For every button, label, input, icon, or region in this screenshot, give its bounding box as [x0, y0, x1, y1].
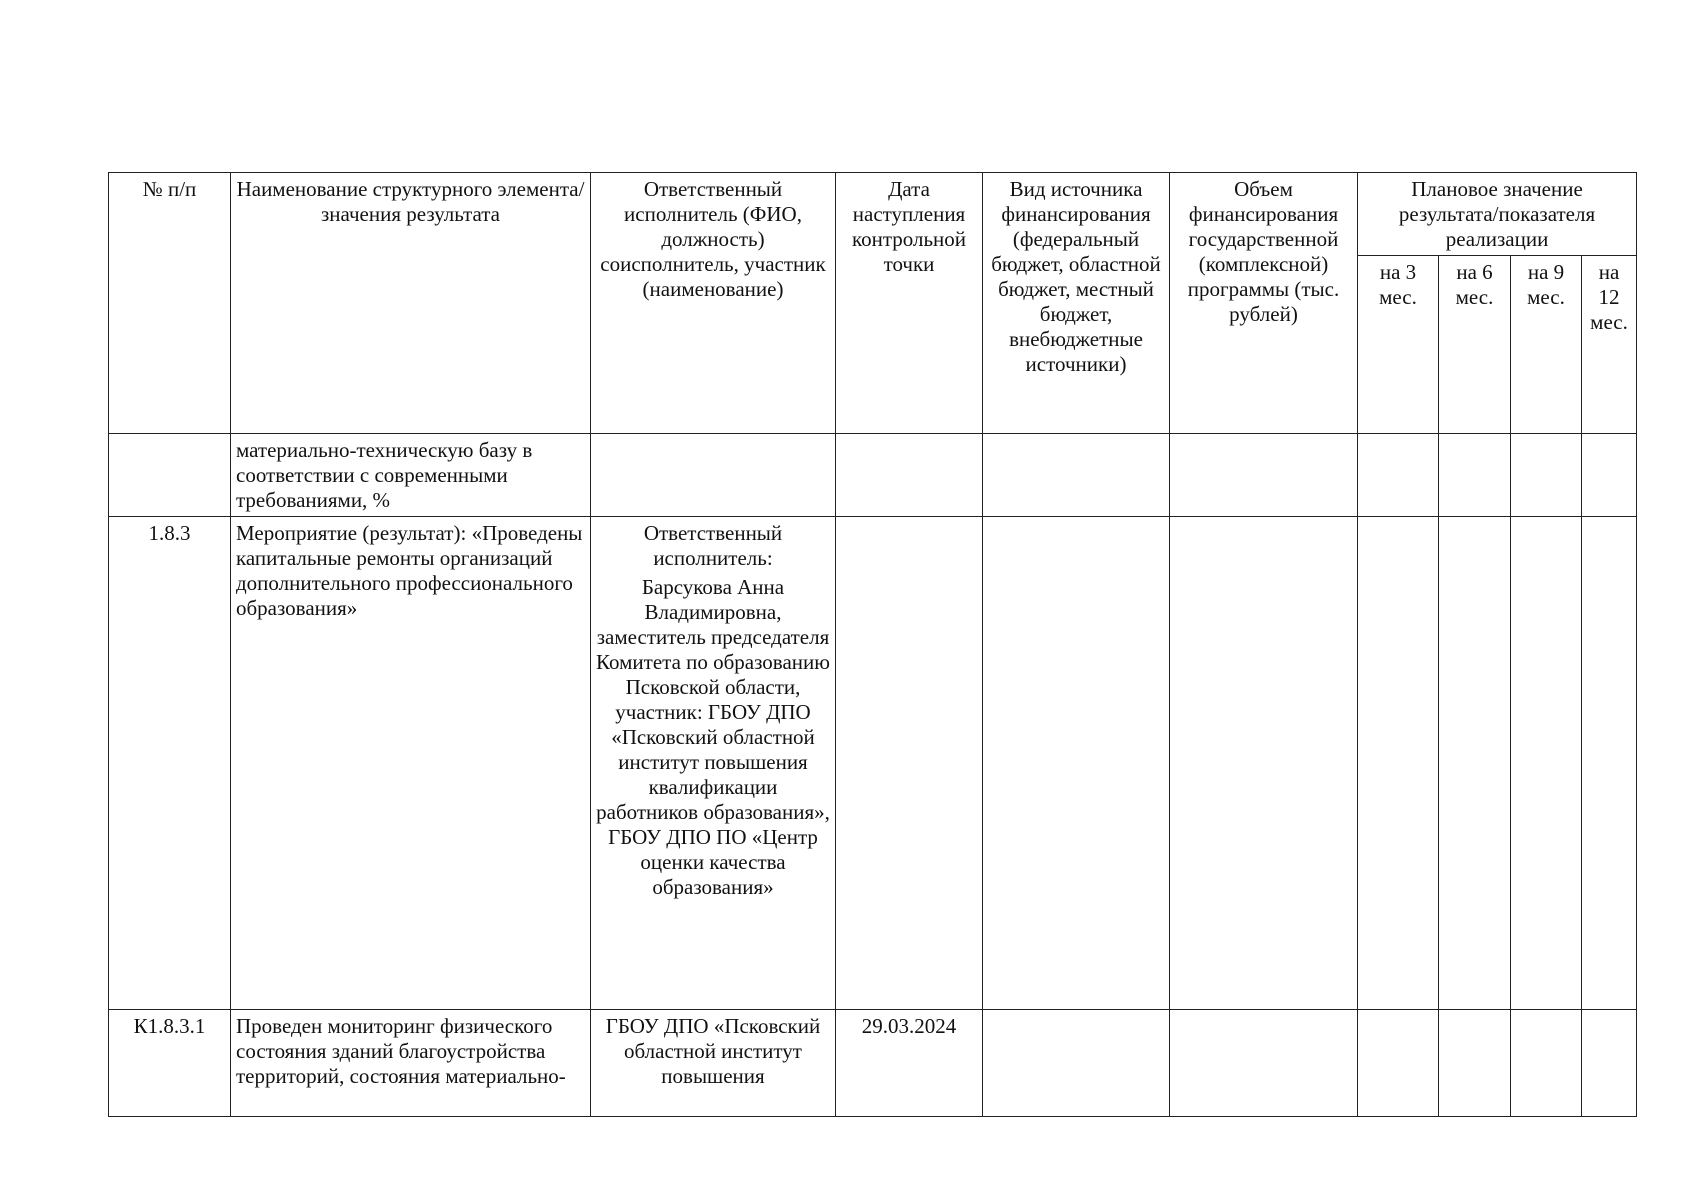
row-responsible: [591, 434, 836, 517]
header-num: № п/п: [109, 173, 231, 434]
row-name: материально-техническую базу в соответствии с современными требованиями, %: [231, 434, 591, 517]
row-volume: [1170, 434, 1358, 517]
header-responsible: Ответственный исполнитель (ФИО, должность) соисполнитель, участник (наименование): [591, 173, 836, 434]
row-source: [983, 434, 1170, 517]
table-row: [109, 434, 1637, 517]
row-date: 29.03.2024: [836, 1010, 983, 1117]
row-date: [836, 434, 983, 517]
row-responsible: [591, 517, 836, 1010]
header-date: Дата наступления контрольной точки: [836, 173, 983, 434]
row-period-9: [1511, 517, 1582, 1010]
row-volume: [1170, 1010, 1358, 1117]
row-responsible-b: Барсукова Анна Владимировна, заместитель председателя Комитета по образованию Псковской области, участник: ГБОУ ДПО «Псковский областной институт повышения квалификации работников образования», ГБОУ ДПО ПО «Центр оценки качества образования»: [596, 575, 830, 899]
table-row: [109, 517, 1637, 1010]
row-period-6: [1439, 517, 1511, 1010]
row-period-12: [1582, 434, 1637, 517]
row-name: Проведен мониторинг физического состояния зданий благоустройства территорий, состояния материально-: [231, 1010, 591, 1117]
header-period-6: на 6 мес.: [1439, 256, 1511, 434]
row-period-9: [1511, 1010, 1582, 1117]
header-period-12: на 12 мес.: [1582, 256, 1637, 434]
header-planned: Плановое значение результата/показателя реализации: [1358, 173, 1637, 256]
row-date: [836, 517, 983, 1010]
row-period-3: [1358, 517, 1439, 1010]
row-period-12: [1582, 517, 1637, 1010]
row-num: 1.8.3: [109, 517, 231, 1010]
row-period-3: [1358, 434, 1439, 517]
row-period-3: [1358, 1010, 1439, 1117]
row-volume: [1170, 517, 1358, 1010]
row-period-6: [1439, 434, 1511, 517]
header-period-3: на 3 мес.: [1358, 256, 1439, 434]
header-volume: Объем финансирования государственной (комплексной) программы (тыс. рублей): [1170, 173, 1358, 434]
header-period-9: на 9 мес.: [1511, 256, 1582, 434]
row-name: Мероприятие (результат): «Проведены капитальные ремонты организаций дополнительного профессионального образования»: [231, 517, 591, 1010]
plan-table: [108, 172, 1637, 1117]
row-period-6: [1439, 1010, 1511, 1117]
table-row: [109, 1010, 1637, 1117]
header-source: Вид источника финансирования (федеральный бюджет, областной бюджет, местный бюджет, внебюджетные источники): [983, 173, 1170, 434]
row-num: [109, 434, 231, 517]
row-source: [983, 517, 1170, 1010]
row-source: [983, 1010, 1170, 1117]
row-responsible-a: Ответственный исполнитель:: [643, 521, 783, 570]
row-responsible: [591, 1010, 836, 1117]
header-name: Наименование структурного элемента/ значения результата: [231, 173, 591, 434]
row-responsible-a: ГБОУ ДПО «Псковский областной институт повышения: [605, 1014, 821, 1088]
row-period-9: [1511, 434, 1582, 517]
header-row: [109, 173, 1637, 256]
row-period-12: [1582, 1010, 1637, 1117]
row-num: К1.8.3.1: [109, 1010, 231, 1117]
